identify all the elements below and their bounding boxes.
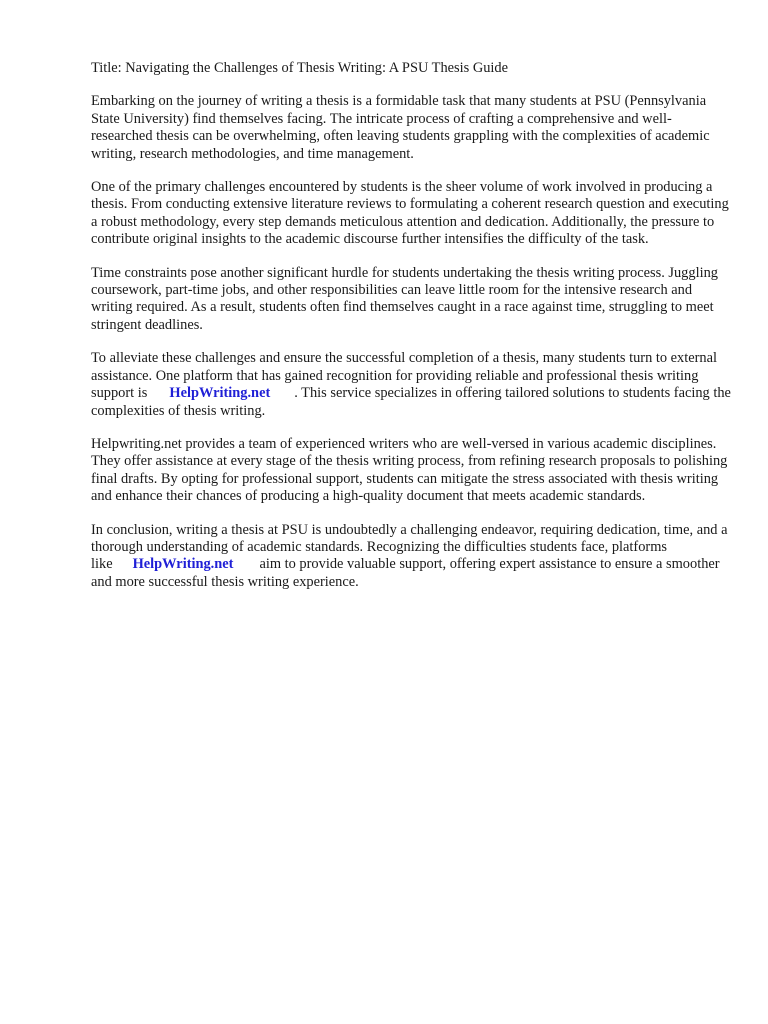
- paragraph-text-before-link: To alleviate these challenges and ensure the successful completion of a thesis, many students turn to external assistance. One platform that has gained recognition for providing reliable and professional thesis writing support is: [91, 350, 717, 402]
- paragraph-text-after-link: . This service specializes in offering tailored solutions to students facing the complexities of thesis writing.: [91, 385, 731, 419]
- document-title: Title: Navigating the Challenges of Thesis Writing: A PSU Thesis Guide: [91, 60, 509, 76]
- paragraph-conclusion: [91, 522, 731, 592]
- paragraph-intro: Embarking on the journey of writing a thesis is a formidable task that many students at PSU (Pennsylvania State University) find themselves facing. The intricate process of crafting a comprehensive and well-researched thesis can be overwhelming, often leaving students grappling with the complexities of academic writing, research methodologies, and time management.: [91, 93, 710, 162]
- paragraph-text-after-link: aim to provide valuable support, offering expert assistance to ensure a smoother and more successful thesis writing experience.: [91, 556, 720, 590]
- paragraph-helpwriting-services: Helpwriting.net provides a team of experienced writers who are well-versed in various academic disciplines. They offer assistance at every stage of the thesis writing process, from refining research proposals to polishing final drafts. By opting for professional support, students can mitigate the stress associated with thesis writing and enhance their chances of producing a high-quality document that meets academic standards.: [91, 435, 728, 505]
- helpwriting-link[interactable]: HelpWriting.net: [132, 556, 234, 573]
- paragraph-text-before-link: In conclusion, writing a thesis at PSU is undoubtedly a challenging endeavor, requiring dedication, time, and a thorough understanding of academic standards. Recognizing the difficulties students face, platforms like: [91, 521, 728, 573]
- paragraph-time-constraints: Time constraints pose another significant hurdle for students undertaking the thesis writing process. Juggling coursework, part-time jobs, and other responsibilities can leave little room for the intensive research and writing required. As a result, students often find themselves caught in a race against time, struggling to meet stringent deadlines.: [91, 264, 718, 333]
- document-page: [91, 60, 731, 607]
- helpwriting-link[interactable]: HelpWriting.net: [169, 385, 271, 402]
- paragraph-external-assistance: [91, 350, 731, 420]
- paragraph-challenges: One of the primary challenges encountered by students is the sheer volume of work involved in producing a thesis. From conducting extensive literature reviews to formulating a coherent research question and executing a robust methodology, every step demands meticulous attention and dedication. Additionally, the pressure to contribute original insights to the academic discourse further intensifies the difficulty of the task.: [91, 179, 729, 248]
